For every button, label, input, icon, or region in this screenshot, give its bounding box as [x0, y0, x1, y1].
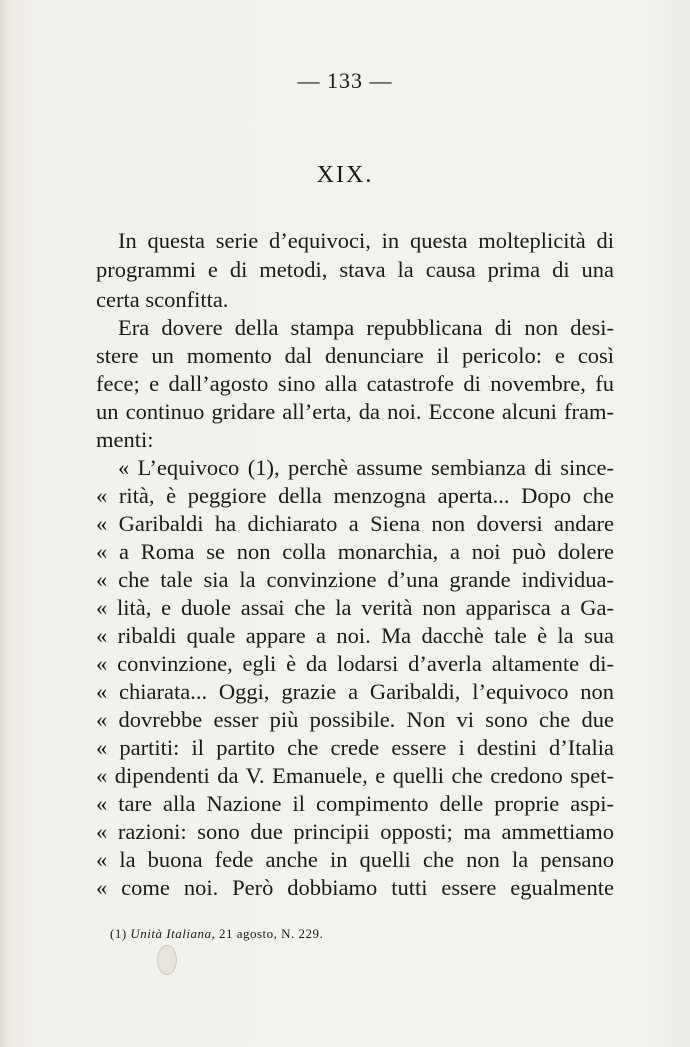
text-line: « chiarata... Oggi, grazie a Garibaldi, l’equivoco non [96, 679, 614, 704]
paper-stain [157, 945, 177, 975]
footnote-text: 21 agosto, N. 229. [218, 926, 324, 941]
text-line: « dovrebbe esser più possibile. Non vi sono che due [96, 707, 614, 732]
text-line: « L’equivoco (1), perchè assume sembianza di since- [118, 455, 614, 480]
text-line: « come noi. Però dobbiamo tutti essere egualmente [96, 875, 614, 900]
page-number: — 133 — [297, 68, 393, 93]
footnote-marker: (1) [110, 926, 127, 941]
text-line: « tare alla Nazione il compimento delle proprie aspi- [96, 791, 614, 816]
text-line: « dipendenti da V. Emanuele, e quelli che credono spet- [96, 763, 614, 788]
text-line: « partiti: il partito che crede essere i destini d’Italia [96, 735, 614, 760]
text-line: « Garibaldi ha dichiarato a Siena non doversi andare [96, 511, 614, 536]
text-line: « razioni: sono due principii opposti; ma ammettiamo [96, 819, 614, 844]
text-line: un continuo gridare all’erta, da noi. Eccone alcuni fram- [96, 399, 614, 424]
text-line: « ribaldi quale appare a noi. Ma dacchè tale è la sua [96, 623, 614, 648]
text-line: « lità, e duole assai che la verità non apparisca a Ga- [96, 595, 614, 620]
footnote [110, 926, 323, 942]
text-line: programmi e di metodi, stava la causa prima di una [96, 257, 614, 282]
text-line: « la buona fede anche in quelli che non la pensano [96, 847, 614, 872]
text-line: « rità, è peggiore della menzogna aperta... Dopo che [96, 483, 614, 508]
text-line: « convinzione, egli è da lodarsi d’averla altamente di- [96, 651, 614, 676]
chapter-heading: XIX. [316, 162, 374, 188]
text-line: certa sconfitta. [96, 287, 229, 312]
text-line: « che tale sia la convinzione d’una grande individua- [96, 567, 614, 592]
text-line: In questa serie d’equivoci, in questa molteplicità di [118, 228, 614, 253]
text-line: Era dovere della stampa repubblicana di non desi- [118, 315, 614, 340]
text-line: stere un momento dal denunciare il pericolo: e così [96, 343, 614, 368]
text-line: fece; e dall’agosto sino alla catastrofe di novembre, fu [96, 371, 614, 396]
text-line: « a Roma se non colla monarchia, a noi può dolere [96, 539, 614, 564]
footnote-title: Unità Italiana, [130, 926, 216, 941]
text-line: menti: [96, 427, 154, 452]
